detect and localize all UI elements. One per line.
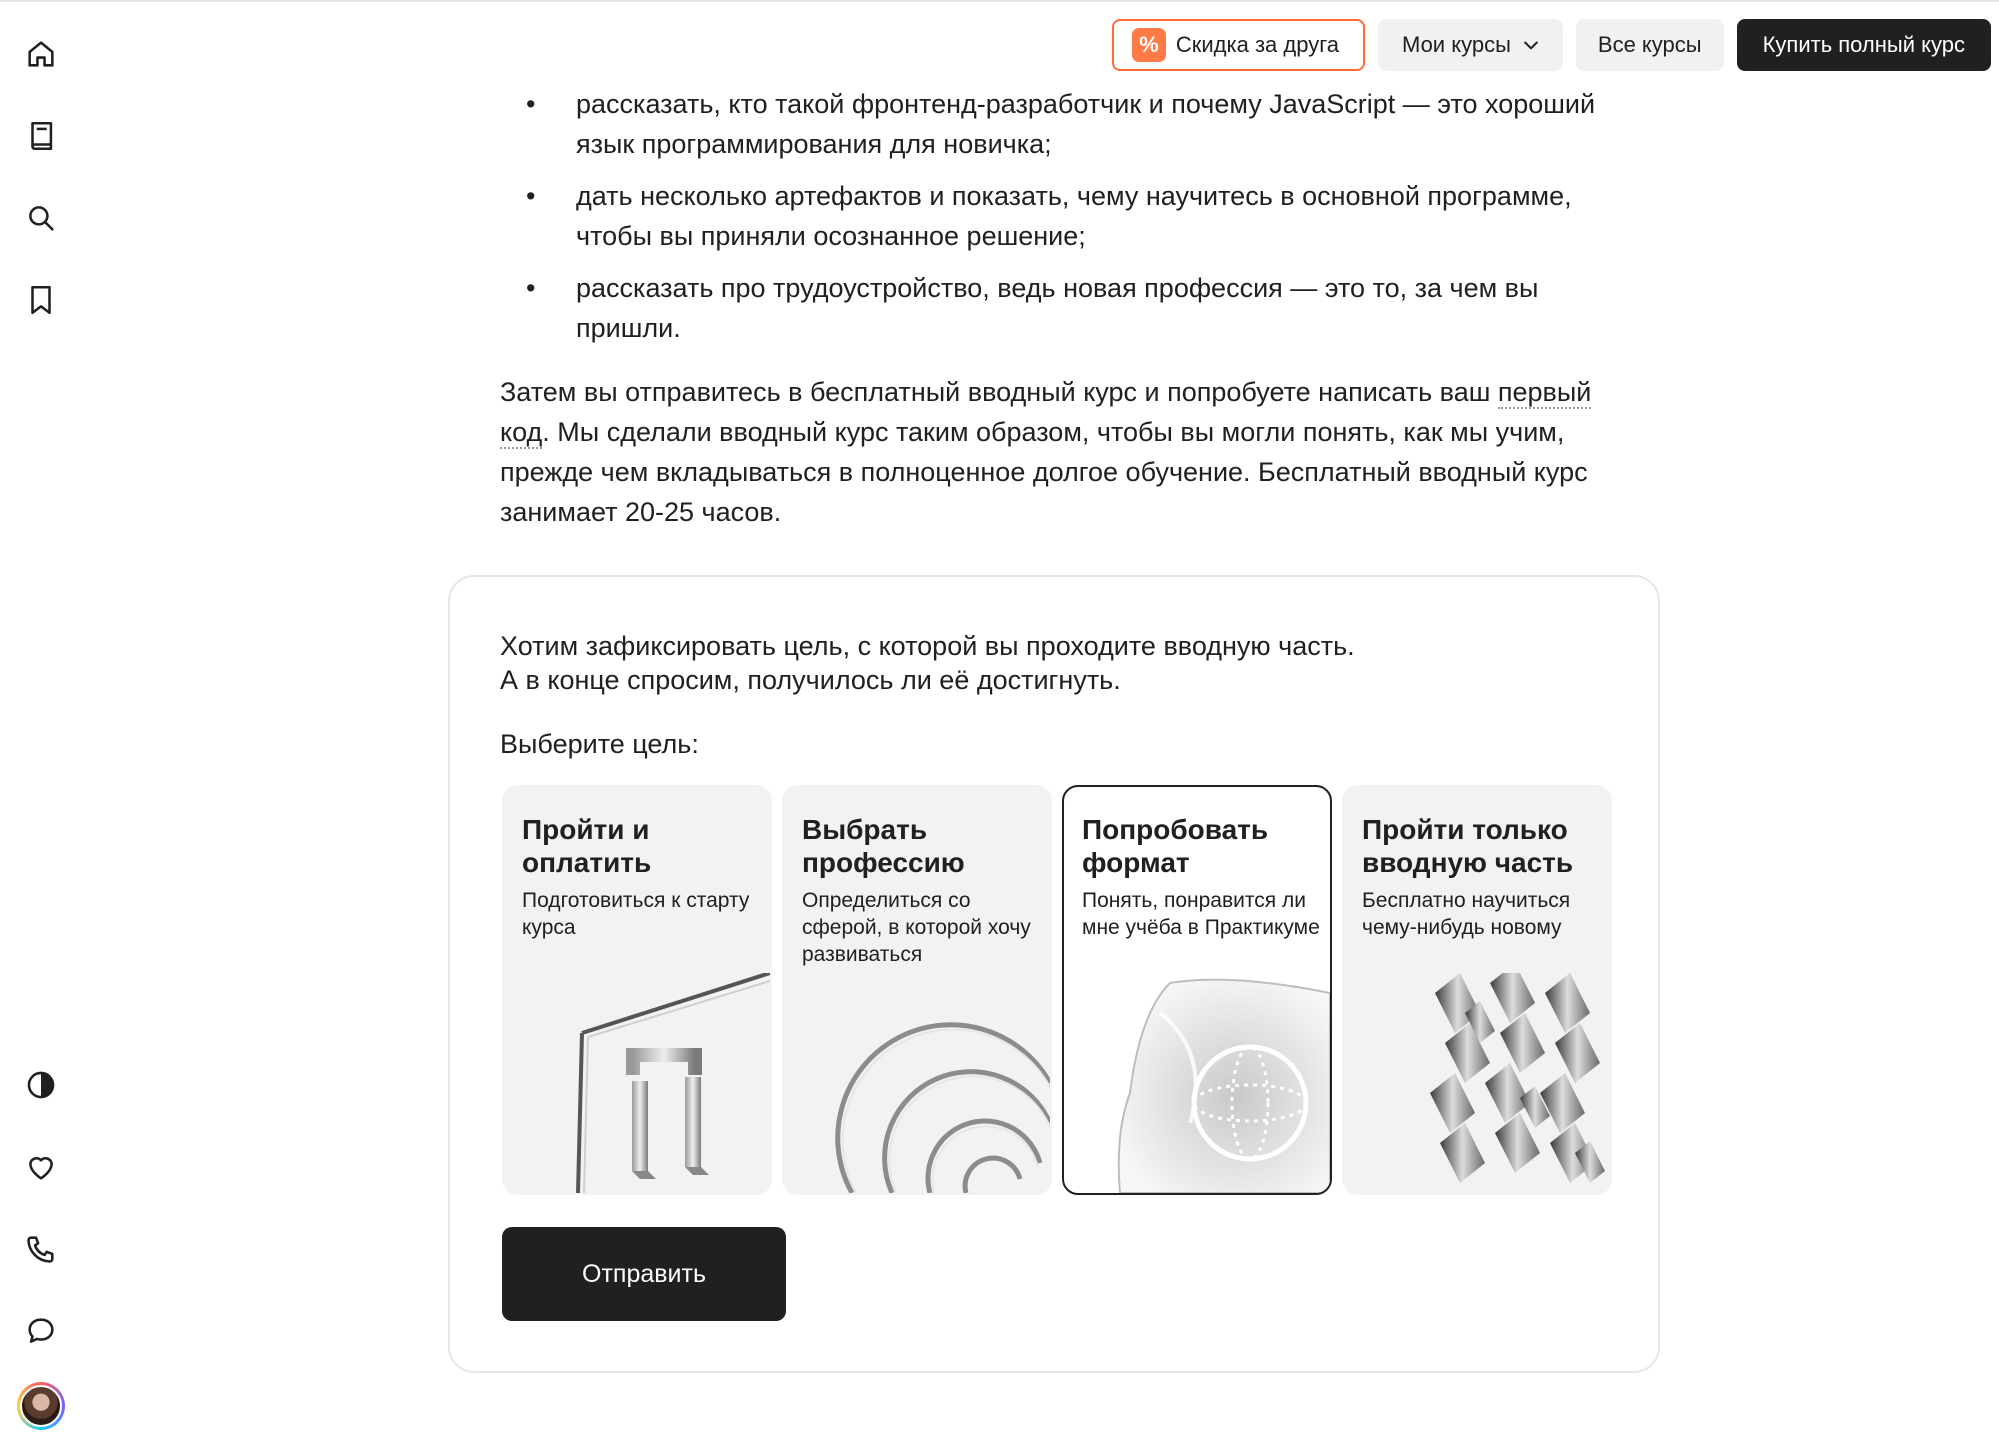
home-icon[interactable]	[18, 31, 64, 77]
option-description: Понять, понравится ли мне учёба в Практикуме	[1082, 889, 1320, 939]
phone-icon[interactable]	[18, 1226, 64, 1272]
goal-options	[502, 785, 1612, 1195]
top-bar	[1112, 19, 1991, 71]
my-courses-dropdown[interactable]	[1378, 19, 1563, 71]
submit-button[interactable]: Отправить	[502, 1227, 786, 1321]
glass-pillow-illustration	[1062, 973, 1330, 1193]
bars-illustration	[1342, 973, 1610, 1193]
option-description: Бесплатно научиться чему-нибудь новому	[1362, 889, 1571, 939]
goal-option-format[interactable]	[1062, 785, 1332, 1195]
chevron-down-icon	[1521, 35, 1541, 55]
list-item: • рассказать, кто такой фронтенд-разработчик и почему JavaScript — это хороший язык программирования для новичка;	[500, 84, 1610, 164]
option-title: Попробовать формат	[1082, 814, 1269, 878]
percent-icon: %	[1132, 28, 1166, 62]
goals-list	[500, 84, 1610, 348]
my-courses-label: Мои курсы	[1402, 32, 1511, 57]
goal-intro: Хотим зафиксировать цель, с которой вы проходите вводную часть. А в конце спросим, получилось ли её достигнуть.	[500, 631, 1355, 695]
option-title: Выбрать профессию	[802, 814, 965, 878]
chat-icon[interactable]	[18, 1308, 64, 1354]
sidebar	[0, 0, 84, 1445]
heart-icon[interactable]	[18, 1144, 64, 1190]
intro-paragraph: Затем вы отправитесь в бесплатный вводный курс и попробуете написать ваш первый код. Мы сделали вводный курс таким образом, чтобы вы могли понять, как мы учим, прежде чем вкладываться в полноценное долгое обучение. Бесплатный вводный курс занимает 20-25 часов.	[500, 377, 1592, 527]
frame-illustration	[502, 973, 770, 1193]
bookmark-icon[interactable]	[18, 277, 64, 323]
book-icon[interactable]	[18, 113, 64, 159]
option-title: Пройти только вводную часть	[1362, 814, 1574, 878]
option-description: Подготовиться к старту курса	[522, 889, 750, 939]
goal-option-intro-only[interactable]	[1342, 785, 1612, 1195]
first-code-link[interactable]: первый код	[500, 377, 1592, 447]
goal-option-profession[interactable]	[782, 785, 1052, 1195]
contrast-icon[interactable]	[18, 1062, 64, 1108]
buy-full-course-button[interactable]: Купить полный курс	[1737, 19, 1991, 71]
discount-button[interactable]	[1112, 19, 1365, 71]
goal-card	[448, 575, 1660, 1373]
list-item: • дать несколько артефактов и показать, чему научитесь в основной программе, чтобы вы приняли осознанное решение;	[500, 176, 1610, 256]
discount-label: Скидка за друга	[1175, 32, 1339, 57]
article-content	[500, 84, 1610, 532]
top-divider	[0, 0, 1999, 2]
option-title: Пройти и оплатить	[522, 814, 652, 878]
all-courses-button[interactable]: Все курсы	[1576, 19, 1724, 71]
list-item: • рассказать про трудоустройство, ведь новая профессия — это то, за чем вы пришли.	[500, 268, 1610, 348]
search-icon[interactable]	[18, 195, 64, 241]
goal-option-pay[interactable]	[502, 785, 772, 1195]
option-description: Определиться со сферой, в которой хочу развиваться	[802, 889, 1031, 966]
avatar[interactable]	[17, 1382, 65, 1430]
rings-illustration	[782, 973, 1050, 1193]
goal-prompt: Выберите цель:	[500, 729, 699, 759]
